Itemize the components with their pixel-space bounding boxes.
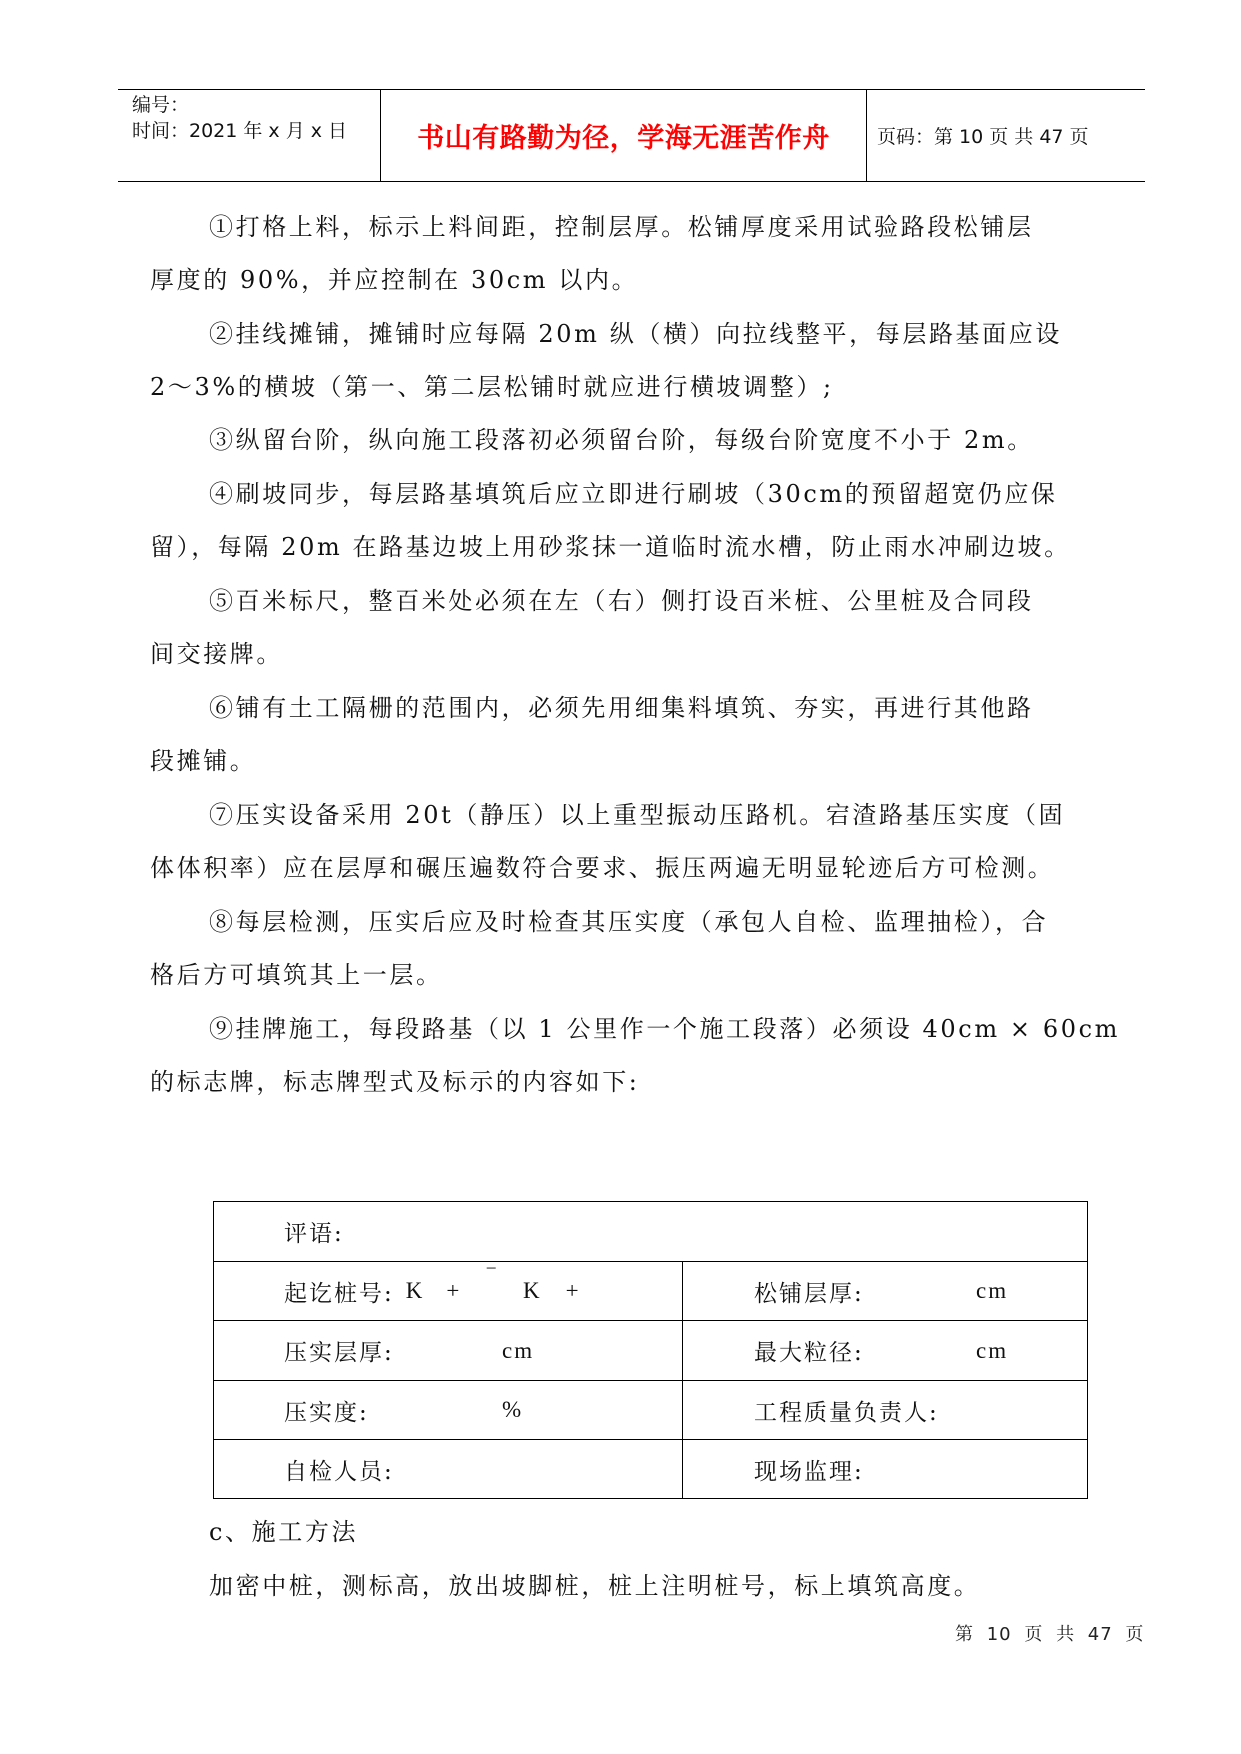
table-row [214,1202,1087,1262]
compaction-label: 压实度: [284,1399,369,1426]
site-supervisor-label: 现场监理: [754,1458,864,1485]
header-motto: 书山有路勤为径，学海无涯苦作舟 [417,122,830,154]
paragraph-1-line-2: 厚度的 90%，并应控制在 30cm 以内。 [150,266,639,294]
page-footer: 第 10 页 共 47 页 [955,1624,1145,1645]
stake-start-plus: + [446,1278,462,1303]
paragraph-7-line-2: 体体积率）应在层厚和碾压遍数符合要求、振压两遍无明显轮迹后方可检测。 [150,854,1055,882]
comment-cell [214,1202,1087,1261]
paragraph-7-line-1: ⑦压实设备采用 20t（静压）以上重型振动压路机。宕渣路基压实度（固 [209,801,1066,829]
max-particle-label: 最大粒径: [754,1340,864,1366]
paragraph-1-line-1: ①打格上料，标示上料间距，控制层厚。松铺厚度采用试验路段松铺层 [209,213,1034,241]
loose-thickness-label: 松铺层厚: [754,1280,864,1307]
paragraph-9-line-2: 的标志牌，标志牌型式及标示的内容如下: [150,1068,640,1096]
paragraph-6-line-1: ⑥铺有土工隔栅的范围内，必须先用细集料填筑、夯实，再进行其他路 [209,694,1034,722]
paragraph-2-line-2: 2～3%的横坡（第一、第二层松铺时就应进行横坡调整）; [150,373,834,401]
paragraph-4-line-2: 留），每隔 20m 在路基边坡上用砂浆抹一道临时流水槽，防止雨水冲刷边坡。 [150,533,1071,561]
header-bottom-rule [118,181,1145,182]
compacted-thickness-label: 压实层厚: [284,1340,394,1366]
quality-manager-cell [683,1381,1087,1439]
header-divider [866,89,867,181]
stake-end-plus: + [565,1278,581,1303]
stake-range-label: 起讫桩号: [284,1280,394,1307]
header-page-number: 页码：第 10 页 共 47 页 [877,125,1089,148]
quality-manager-label: 工程质量负责人: [754,1399,939,1426]
paragraph-3-line-1: ③纵留台阶，纵向施工段落初必须留台阶，每级台阶宽度不小于 2m。 [209,426,1034,454]
compacted-thickness-unit: cm [502,1337,535,1363]
compaction-cell [214,1381,683,1439]
stake-end-k: K [523,1278,542,1303]
stake-start-k: K [405,1278,425,1303]
stake-range-dash: ‾ [487,1266,498,1291]
paragraph-6-line-2: 段摊铺。 [150,747,257,775]
table-row [214,1262,1087,1321]
table-row [214,1440,1087,1498]
paragraph-9-line-1: ⑨挂牌施工，每段路基（以 1 公里作一个施工段落）必须设 40cm × 60cm [209,1015,1120,1043]
paragraph-5-line-2: 间交接牌。 [150,640,283,668]
paragraph-5-line-1: ⑤百米标尺，整百米处必须在左（右）侧打设百米桩、公里桩及合同段 [209,587,1034,615]
section-text: 加密中桩，测标高，放出坡脚桩，桩上注明桩号，标上填筑高度。 [209,1572,981,1600]
paragraph-4-line-1: ④刷坡同步，每层路基填筑后应立即进行刷坡（30cm的预留超宽仍应保 [209,480,1058,508]
stake-range-cell [214,1262,683,1320]
section-heading: c、施工方法 [209,1518,359,1546]
max-particle-unit: cm [976,1337,1009,1363]
self-inspector-label: 自检人员: [284,1458,394,1485]
document-number-label: 编号： [132,94,190,116]
compaction-unit: % [502,1397,524,1422]
table-row [214,1381,1087,1440]
loose-thickness-unit: cm [976,1278,1009,1303]
site-supervisor-cell [683,1440,1087,1498]
paragraph-8-line-1: ⑧每层检测，压实后应及时检查其压实度（承包人自检、监理抽检），合 [209,908,1049,936]
table-row [214,1321,1087,1381]
sign-board-table [213,1201,1088,1499]
document-date: 时间：2021 年 x 月 x 日 [132,120,348,142]
self-inspector-cell [214,1440,683,1498]
compacted-thickness-cell [214,1321,683,1380]
paragraph-8-line-2: 格后方可填筑其上一层。 [150,961,443,989]
loose-thickness-cell [683,1262,1087,1320]
comment-label: 评语: [284,1221,344,1247]
header-meta [132,92,347,144]
max-particle-cell [683,1321,1087,1380]
paragraph-2-line-1: ②挂线摊铺，摊铺时应每隔 20m 纵（横）向拉线整平，每层路基面应设 [209,320,1062,348]
